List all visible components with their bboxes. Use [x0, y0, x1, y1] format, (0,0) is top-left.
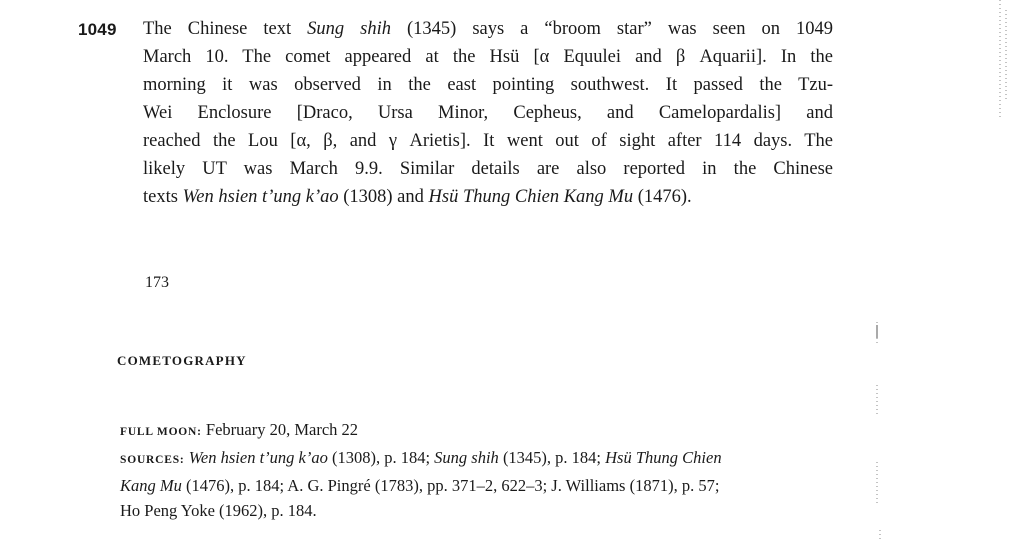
- full-moon-value: February 20, March 22: [201, 420, 359, 439]
- entry-year: 1049: [78, 20, 117, 39]
- source-title: Sung shih: [434, 448, 499, 467]
- full-moon-line: [120, 417, 810, 445]
- entry-text: texts: [143, 187, 183, 207]
- sources-text: (1476), p. 184; A. G. Pingré (1783), pp. 371–2, 622–3; J. Williams (1871), p. 57;: [181, 476, 720, 495]
- running-head: COMETOGRAPHY: [117, 353, 247, 368]
- entry-text: (1308) and: [338, 187, 429, 207]
- sources-line: [120, 473, 810, 498]
- entry-line: morning it was observed in the east pointing southwest. It passed the Tzu-: [143, 75, 833, 95]
- full-moon-label: FULL MOON:: [120, 426, 202, 438]
- entry-body: [143, 15, 833, 211]
- entry-line: reached the Lou [α, β, and γ Arietis]. It went out of sight after 114 days. The: [143, 131, 833, 151]
- entry-metadata: [120, 417, 810, 523]
- entry-line: [143, 15, 833, 43]
- sources-line: [120, 445, 810, 473]
- entry-title: Wen hsien t’ung k’ao: [182, 187, 339, 207]
- entry-text: (1345) says a “broom star” was seen on 1049: [390, 19, 833, 39]
- sources-text: (1308), p. 184;: [327, 448, 435, 467]
- entry-line: [143, 183, 833, 211]
- sources-line: Ho Peng Yoke (1962), p. 184.: [120, 501, 317, 520]
- entry-line: likely UT was March 9.9. Similar details are also reported in the Chinese: [143, 159, 833, 179]
- entry-line: March 10. The comet appeared at the Hsü [α Equulei and β Aquarii]. In the: [143, 47, 833, 67]
- entry-title: Hsü Thung Chien Kang Mu: [428, 187, 634, 207]
- sources-label: SOURCES:: [120, 454, 185, 466]
- source-title: Hsü Thung Chien: [605, 448, 722, 467]
- entry-title: Sung shih: [307, 19, 391, 39]
- sources-text: (1345), p. 184;: [498, 448, 606, 467]
- entry-text: (1476).: [633, 187, 692, 207]
- entry-line: Wei Enclosure [Draco, Ursa Minor, Cepheus, and Camelopardalis] and: [143, 103, 833, 123]
- source-title: Kang Mu: [120, 476, 182, 495]
- entry-text: The Chinese text: [143, 19, 308, 39]
- source-title: Wen hsien t’ung k’ao: [188, 448, 328, 467]
- page-number: 173: [145, 274, 169, 291]
